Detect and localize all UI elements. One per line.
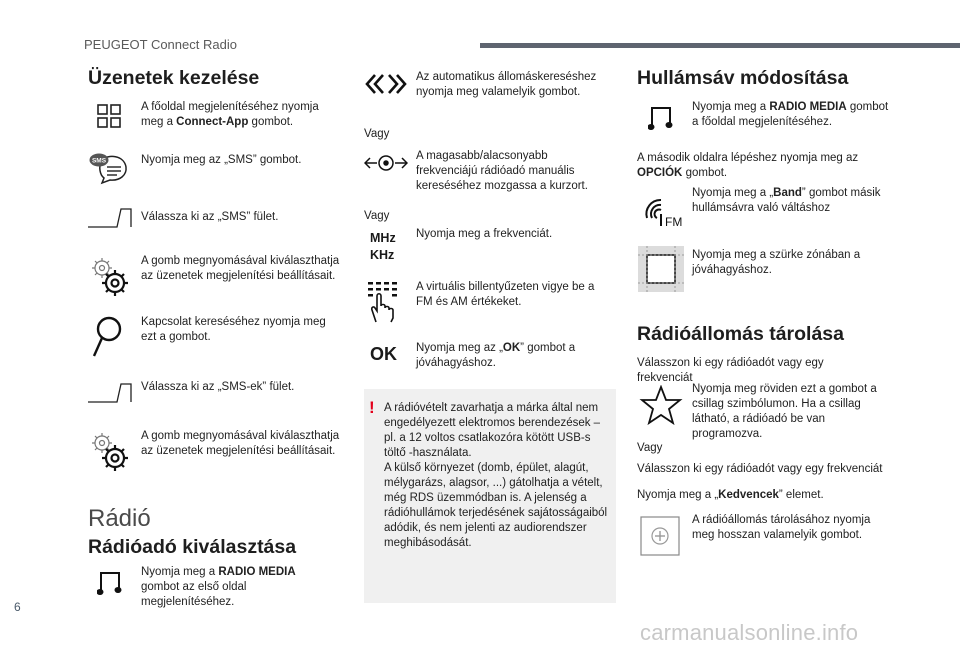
warning-paragraph-2: A külső környezet (domb, épület, alagút, mélygarázs, alagsor, ...) gátolhatja a vételt, még RDS üzemmódban is. A jelenség a rádióhullámok terjedésének sajátosságaiból adódik, és nem jelenti az audiorendszer meghibásodását.	[384, 462, 608, 549]
text-options-page: A második oldalra lépéshez nyomja meg az OPCIÓK gombot.	[637, 152, 859, 179]
tab-icon	[88, 383, 132, 403]
step-open-radio-media: Nyomja meg a RADIO MEDIA gombot az első oldal megjelenítéséhez.	[141, 566, 296, 608]
tab-icon	[88, 208, 132, 228]
fm-label: FM	[665, 215, 683, 228]
step-press-sms: Nyomja meg az „SMS” gombot.	[141, 154, 302, 166]
star-icon	[639, 385, 683, 425]
step-select-smsek-tab: Válassza ki az „SMS-ek” fület.	[141, 381, 295, 393]
khz-label: KHz	[370, 248, 395, 262]
step-select-sms-tab: Válassza ki az „SMS” fület.	[141, 211, 279, 223]
step-auto-search: Az automatikus állomáskereséshez nyomja meg valamelyik gombot.	[416, 71, 597, 98]
ok-icon: OK	[370, 344, 397, 364]
running-header: PEUGEOT Connect Radio	[84, 37, 237, 52]
or-label-2: Vagy	[364, 210, 390, 222]
warning-paragraph-1: A rádióvételt zavarhatja a márka által nem engedélyezett elektromos berendezések – pl. a 12 voltos csatlakozóra kötött USB-s töltő -használata.	[384, 402, 601, 459]
grid-icon	[97, 104, 121, 128]
text-select-station-2: Válasszon ki egy rádióadót vagy egy frekvenciát	[637, 463, 883, 475]
seek-arrows-icon	[364, 73, 408, 95]
step-press-ok: Nyomja meg az „OK” gombot a jóváhagyáshoz.	[416, 342, 576, 369]
step-open-connect-app: A főoldal megjelenítéséhez nyomja meg a Connect-App gombot.	[141, 101, 319, 128]
keypad-hand-icon	[366, 280, 400, 324]
or-label-3: Vagy	[637, 442, 663, 454]
step-press-frequency: Nyomja meg a frekvenciát.	[416, 228, 553, 240]
tuning-slider-icon	[364, 152, 408, 174]
heading-change-band: Hullámsáv módosítása	[637, 67, 849, 89]
heading-select-station: Rádióadó kiválasztása	[88, 536, 297, 558]
step-press-star: Nyomja meg röviden ezt a gombot a csillag szimbólumon. Ha a csillag látható, a rádióadó be van programozva.	[692, 383, 877, 440]
grey-zone-icon	[638, 246, 684, 292]
warning-note-text	[384, 401, 610, 551]
header-bar	[480, 43, 960, 48]
step-search-contact: Kapcsolat kereséséhez nyomja meg ezt a gombot.	[141, 316, 326, 343]
mhz-khz-icon	[370, 230, 396, 264]
add-preset-icon	[640, 516, 680, 556]
step-message-display-settings-2: A gomb megnyomásával kiválaszthatja az üzenetek megjelenítési beállításait.	[141, 430, 340, 457]
step-long-press-preset: A rádióállomás tárolásához nyomja meg hosszan valamelyik gombot.	[692, 514, 871, 541]
heading-store-station: Rádióállomás tárolása	[637, 323, 844, 345]
step-message-display-settings: A gomb megnyomásával kiválaszthatja az üzenetek megjelenítési beállításait.	[141, 255, 340, 282]
sms-icon	[88, 151, 128, 185]
settings-icon	[90, 256, 130, 298]
watermark: carmanualsonline.info	[640, 620, 859, 645]
step-press-grey-zone: Nyomja meg a szürke zónában a jóváhagyáshoz.	[692, 249, 861, 276]
heading-messages: Üzenetek kezelése	[88, 67, 260, 89]
section-title-radio: Rádió	[88, 505, 151, 532]
mhz-label: MHz	[370, 231, 396, 245]
music-note-icon	[97, 570, 123, 596]
step-manual-search: A magasabb/alacsonyabb frekvenciájú rádióadó manuális kereséséhez mozgassa a kurzort.	[416, 150, 588, 192]
svg-text:SMS: SMS	[91, 157, 107, 165]
step-press-band: Nyomja meg a „Band” gombot másik hullámsávra való váltáshoz	[692, 187, 881, 214]
or-label-1: Vagy	[364, 128, 390, 140]
settings-icon	[90, 431, 130, 473]
search-icon	[92, 316, 122, 358]
page-number: 6	[14, 600, 21, 614]
step-open-radio-media-2: Nyomja meg a RADIO MEDIA gombot a főoldal megjelenítéséhez.	[692, 101, 889, 128]
music-note-icon	[648, 105, 674, 131]
fm-radio-icon	[643, 196, 683, 228]
text-select-station: Válasszon ki egy rádióadót vagy egy frekvenciát	[637, 357, 824, 384]
warning-exclamation-icon: !	[369, 398, 375, 417]
text-press-favourites: Nyomja meg a „Kedvencek” elemet.	[637, 489, 824, 501]
step-virtual-keyboard: A virtuális billentyűzeten vigye be a FM és AM értékeket.	[416, 281, 595, 308]
